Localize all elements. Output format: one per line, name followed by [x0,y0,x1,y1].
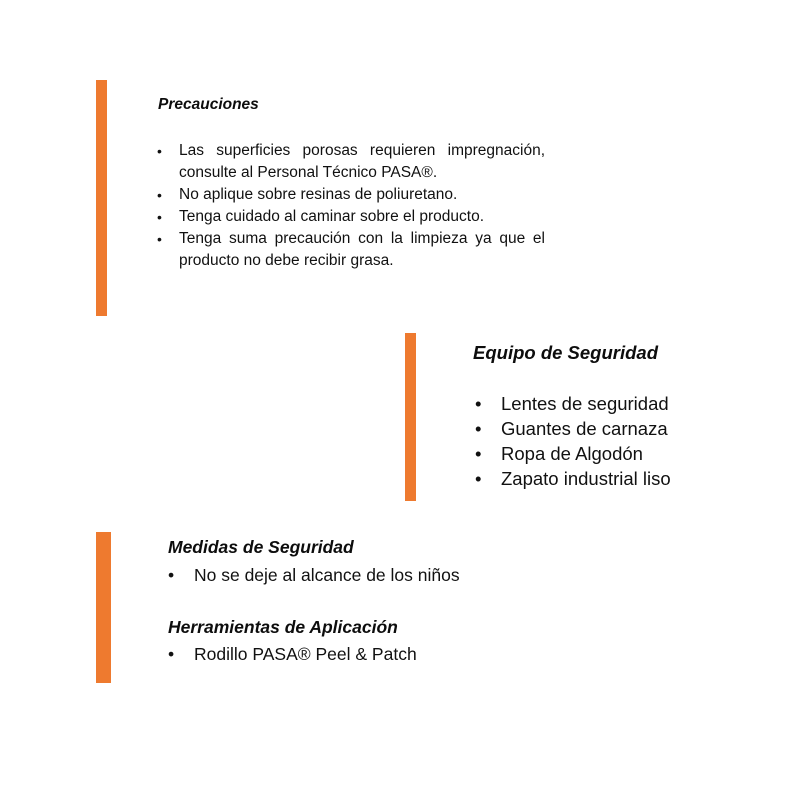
accent-bar-equipo [405,333,416,501]
bullet-icon: • [475,468,482,489]
list-item: • No se deje al alcance de los niños [168,565,460,585]
bullet-icon: • [475,443,482,464]
bullet-icon: • [157,187,162,203]
list-item: • Ropa de Algodón [475,443,643,464]
list-item: • Las superficies porosas requieren impregnación, consulte al Personal Técnico PASA®. [157,142,545,181]
herramientas-list [168,642,417,666]
list-item: • No aplique sobre resinas de poliuretano. [157,184,545,206]
medidas-list [168,563,460,587]
bullet-icon: • [475,393,482,414]
list-item: • Tenga cuidado al caminar sobre el producto. [157,206,545,228]
bullet-icon: • [157,231,162,247]
section-title-precauciones: Precauciones [158,96,259,113]
equipo-list [475,391,671,491]
list-item: • Zapato industrial liso [475,468,671,489]
section-title-herramientas: Herramientas de Aplicación [168,617,398,637]
list-item: • Rodillo PASA® Peel & Patch [168,644,417,664]
bullet-icon: • [168,644,175,664]
bullet-icon: • [475,418,482,439]
section-title-medidas: Medidas de Seguridad [168,537,354,557]
accent-bar-medidas [96,532,111,683]
bullet-icon: • [168,565,175,585]
precauciones-list [157,140,545,272]
list-item: • Guantes de carnaza [475,418,668,439]
bullet-icon: • [157,209,162,225]
accent-bar-precauciones [96,80,107,316]
list-item: • Lentes de seguridad [475,393,669,414]
bullet-icon: • [157,143,162,159]
section-title-equipo: Equipo de Seguridad [473,342,659,363]
list-item: • Tenga suma precaución con la limpieza ya que el producto no debe recibir grasa. [157,230,545,269]
